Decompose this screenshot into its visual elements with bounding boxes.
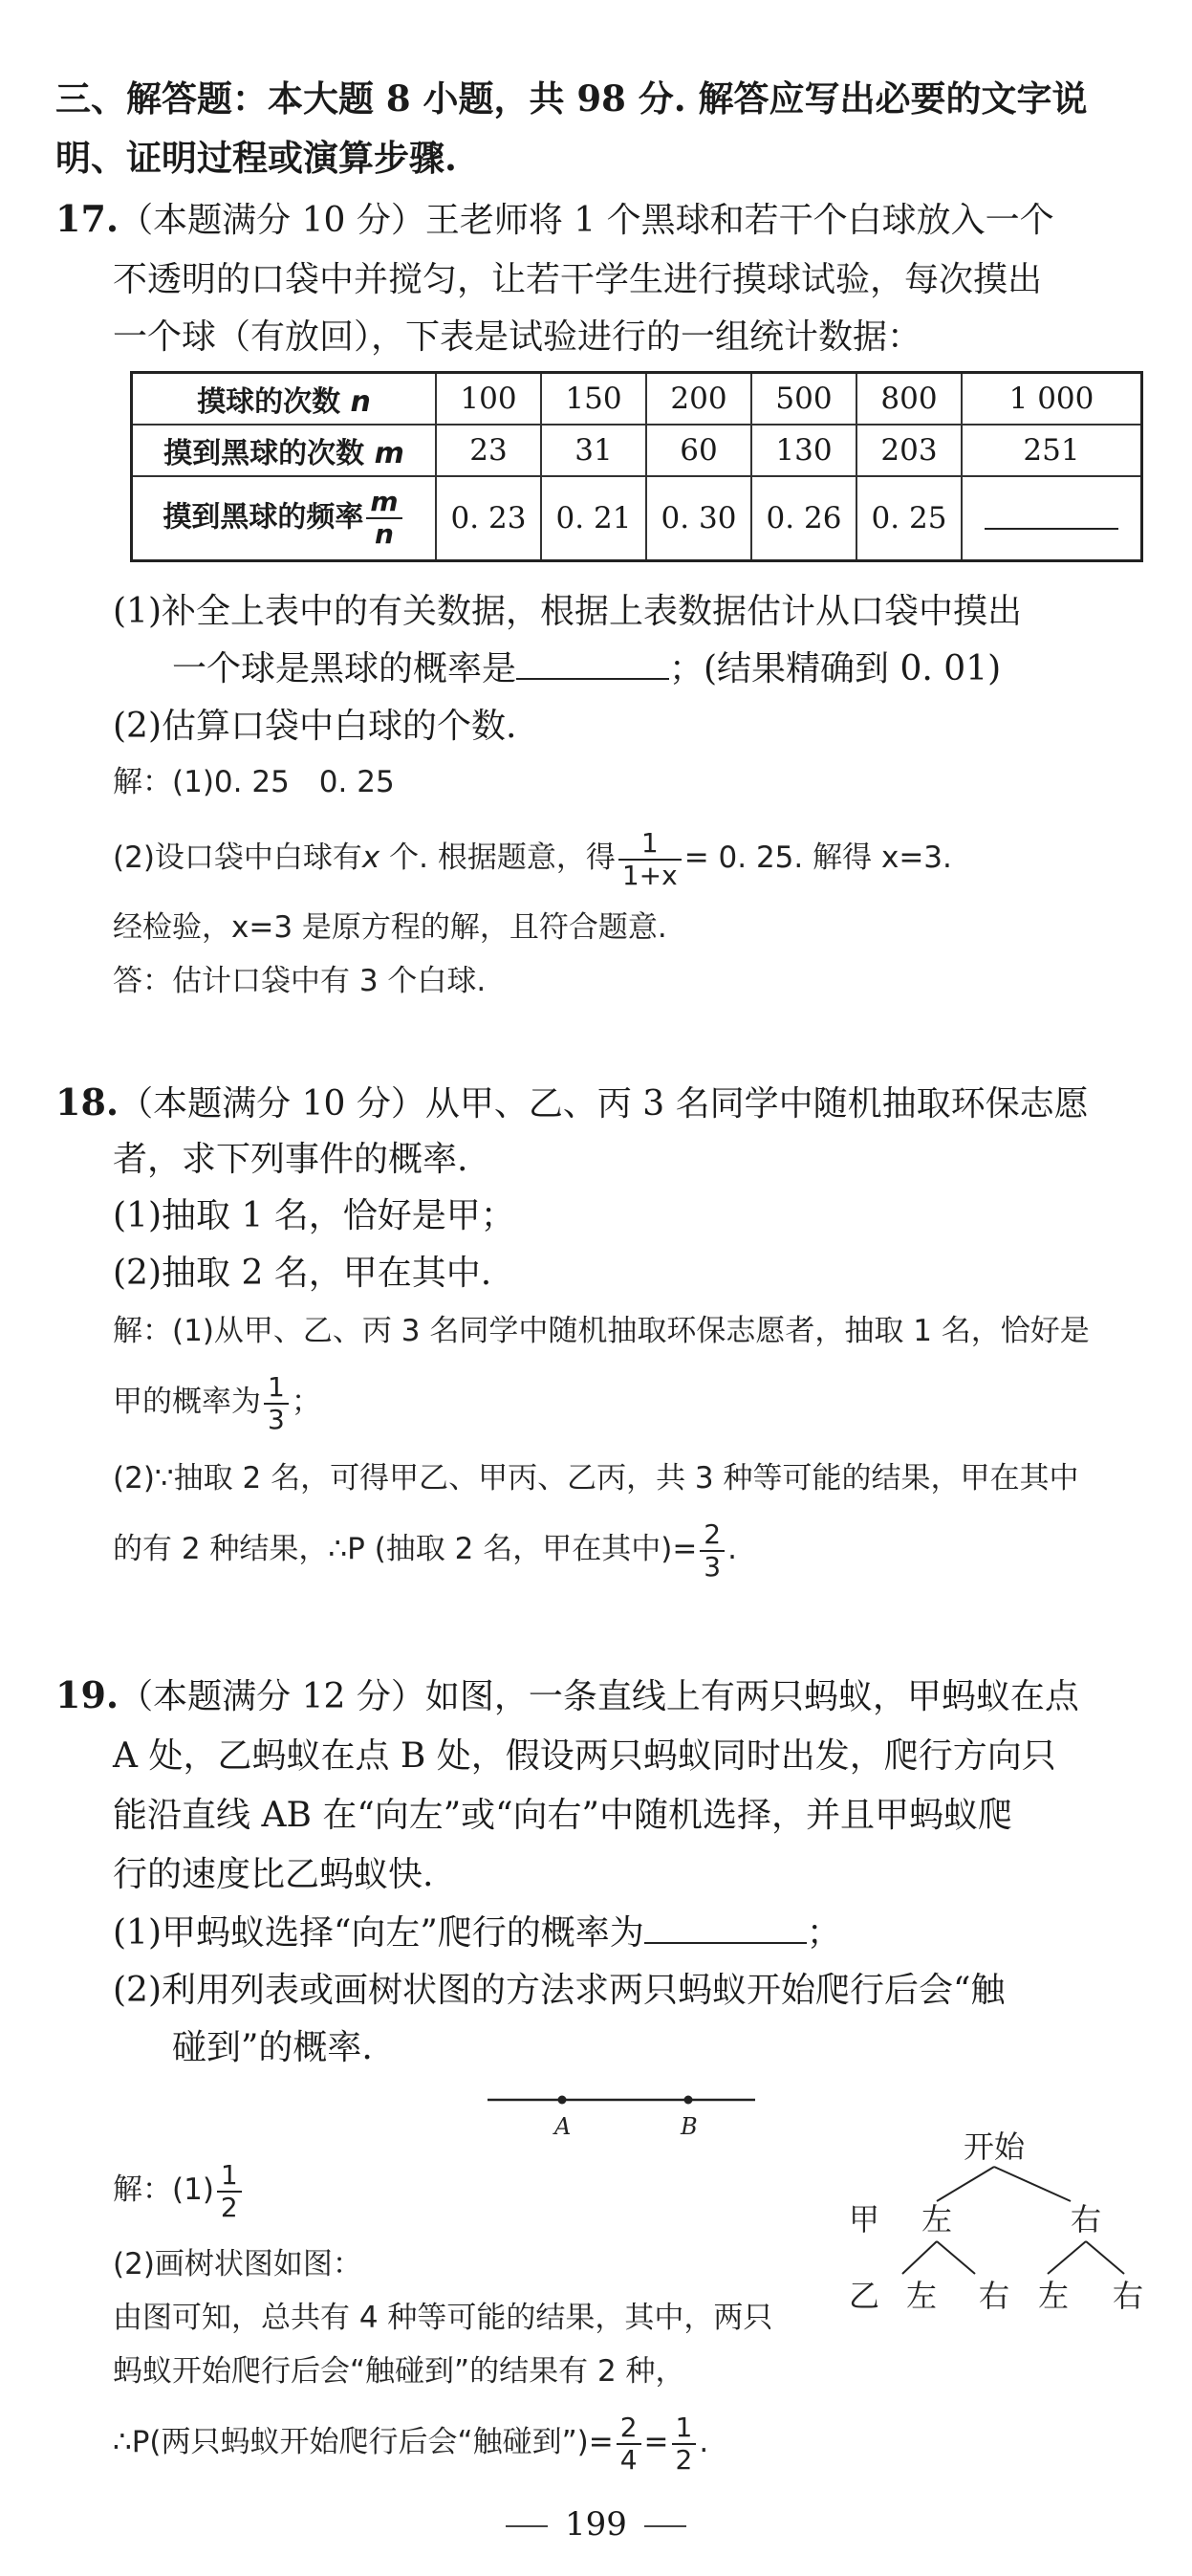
q17-text-1: （本题满分 10 分）王老师将 1 个黑球和若干个白球放入一个 [119,201,1054,240]
q18-text-1: （本题满分 10 分）从甲、乙、丙 3 名同学中随机抽取环保志愿 [119,1084,1089,1124]
answer-blank [644,1910,807,1944]
q18-answer-1-line2: 甲的概率为 $\frac{1}{3}$ ； [113,1370,321,1435]
footer-dash-left [506,2525,548,2527]
table-cell: 23 [436,425,541,476]
fraction-1-over-2-result: $\frac{1}{2}$ [672,2412,697,2476]
tree-diagram [841,2123,1157,2333]
table-cell: 0. 26 [751,476,856,561]
table-cell: 500 [751,373,856,426]
row-header-trials: 摸球的次数 n [132,373,437,426]
table-cell: 130 [751,425,856,476]
point-b-dot [684,2096,693,2105]
table-cell: 800 [856,373,962,426]
number-line-figure [478,2085,765,2151]
q18-line-1 [55,1073,1089,1134]
table-cell: 203 [856,425,962,476]
tree-leaf: 右 [1112,2278,1144,2314]
q18-answer-2-line2: 的有 2 种结果，∴P (抽取 2 名，甲在其中)= $\frac{2}{3}$ . [113,1517,737,1583]
tree-node-right: 右 [1070,2201,1102,2238]
table-cell-blank [962,476,1142,561]
table-cell: 60 [646,425,751,476]
fraction-2-over-4: $\frac{2}{4}$ [617,2412,641,2476]
tree-edge [1048,2241,1086,2274]
tree-level2-label: 乙 [848,2278,880,2314]
q19-answer-3: 由图可知，总共有 4 种等可能的结果，其中，两只 [113,2301,773,2335]
q19-line-1 [55,1666,1079,1727]
q18-answer-2-line1: (2)∵抽取 2 名，可得甲乙、甲丙、乙丙，共 3 种等可能的结果，甲在其中 [113,1461,1079,1495]
section-title: 三、解答题：本大题 8 小题，共 98 分. 解答应写出必要的文字说明、证明过程或演算步骤. [55,77,1088,179]
q18-sub1: (1)抽取 1 名，恰好是甲； [113,1196,515,1235]
page-number: 199 [565,2505,627,2543]
q17-answer-1: 解：(1)0. 25 0. 25 [113,765,395,799]
answer-blank [516,645,669,680]
q19-answer-4: 蚂蚁开始爬行后会“触碰到”的结果有 2 种， [113,2354,685,2389]
q17-sub1-line1: (1)补全上表中的有关数据，根据上表数据估计从口袋中摸出 [113,592,1022,631]
table-row [132,476,1142,561]
row-header-frequency: 摸到黑球的频率 $\frac{m}{n}$ [132,476,437,561]
tree-edge [1086,2241,1124,2274]
answer-blank [985,499,1118,530]
q17-answer-4: 答：估计口袋中有 3 个白球. [113,964,487,998]
fraction-1-over-3: $\frac{1}{3}$ [264,1372,289,1435]
q19-answer-1: 解：(1) $\frac{1}{2}$ [113,2151,245,2228]
table-cell: 31 [541,425,646,476]
tree-edge [994,2167,1071,2201]
q17-answer-2: (2)设口袋中白球有x 个. 根据题意，得 $\frac{1}{1+x}$ = 0. 25. 解得 x=3. [113,826,952,891]
table-cell: 0. 21 [541,476,646,561]
point-b-label: B [681,2113,698,2140]
q19-sub2-line2: 碰到”的概率. [172,2028,373,2067]
tree-node-left: 左 [921,2201,953,2238]
q18-line-2: 者，求下列事件的概率. [113,1140,468,1179]
tree-edge [937,2241,975,2274]
q17-number: 17. [55,197,119,240]
q17-line-2: 不透明的口袋中并搅匀，让若干学生进行摸球试验，每次摸出 [113,260,1043,299]
table-row [132,425,1142,476]
q19-number: 19. [55,1673,119,1716]
table-row [132,373,1142,426]
q17-stats-table [130,371,1143,562]
tree-edge [902,2241,937,2274]
tree-edge [937,2167,994,2201]
q17-answer-3: 经检验，x=3 是原方程的解，且符合题意. [113,910,667,945]
tree-root-label: 开始 [963,2128,1026,2165]
q18-number: 18. [55,1081,119,1124]
fraction-m-over-n: $\frac{m}{n}$ [366,487,401,550]
q18-sub2: (2)抽取 2 名，甲在其中. [113,1254,492,1293]
q19-sub2-line1: (2)利用列表或画树状图的方法求两只蚂蚁开始爬行后会“触 [113,1971,1006,2010]
q19-text-1: （本题满分 12 分）如图，一条直线上有两只蚂蚁，甲蚂蚁在点 [119,1677,1079,1716]
q19-line-3: 能沿直线 AB 在“向左”或“向右”中随机选择，并且甲蚂蚁爬 [113,1796,1012,1835]
q17-sub1-line2: 一个球是黑球的概率是 ；(结果精确到 0. 01) [172,641,1001,698]
fraction-1-over-1-plus-x: $\frac{1}{1+x}$ [618,828,682,891]
q17-line-3: 一个球（有放回），下表是试验进行的一组统计数据： [113,317,922,357]
fraction-1-over-2: $\frac{1}{2}$ [217,2160,242,2223]
table-cell: 100 [436,373,541,426]
point-a-dot [558,2096,567,2105]
tree-leaf: 左 [905,2278,938,2314]
tree-leaf: 左 [1037,2278,1070,2314]
point-a-label: A [554,2113,572,2140]
tree-level1-label: 甲 [848,2201,880,2238]
table-cell: 0. 25 [856,476,962,561]
table-cell: 0. 23 [436,476,541,561]
table-cell: 1 000 [962,373,1142,426]
tree-leaf: 右 [978,2278,1010,2314]
q19-line-2: A 处，乙蚂蚁在点 B 处，假设两只蚂蚁同时出发，爬行方向只 [113,1736,1056,1776]
table-cell: 0. 30 [646,476,751,561]
table-cell: 200 [646,373,751,426]
q19-line-4: 行的速度比乙蚂蚁快. [113,1855,434,1894]
footer-dash-right [644,2525,686,2527]
q17-line-1 [55,189,1054,251]
q19-answer-5: ∴P(两只蚂蚁开始爬行后会“触碰到”)= $\frac{2}{4}$ = $\frac{1}{2}$ . [113,2411,709,2476]
row-header-black-count: 摸到黑球的次数 m [132,425,437,476]
fraction-2-over-3: $\frac{2}{3}$ [700,1519,725,1583]
q18-answer-1-line1: 解：(1)从甲、乙、丙 3 名同学中随机抽取环保志愿者，抽取 1 名，恰好是 [113,1314,1090,1348]
table-cell: 251 [962,425,1142,476]
q17-sub2: (2)估算口袋中白球的个数. [113,707,517,746]
q19-answer-2: (2)画树状图如图： [113,2247,362,2281]
page-number-footer [0,2505,1192,2543]
q19-sub1: (1)甲蚂蚁选择“向左”爬行的概率为 ； [113,1905,841,1962]
table-cell: 150 [541,373,646,426]
